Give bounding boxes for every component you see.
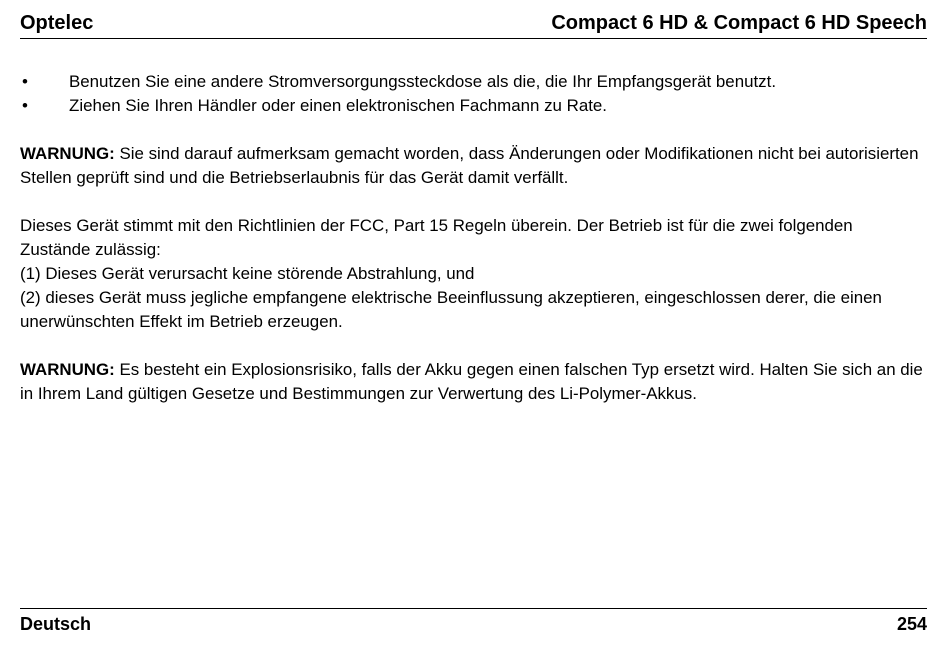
warning-modifications	[20, 142, 927, 190]
warning-text: Sie sind darauf aufmerksam gemacht worden, dass Änderungen oder Modifikationen nicht bei autorisierten Stellen geprüft sind und die Betriebserlaubnis für das Gerät damit verfällt.	[20, 144, 919, 187]
list-item	[20, 70, 927, 94]
list-item-text: Ziehen Sie Ihren Händler oder einen elektronischen Fachmann zu Rate.	[69, 96, 608, 115]
list-item	[20, 94, 927, 118]
page-footer	[20, 608, 927, 637]
document-title: Compact 6 HD & Compact 6 HD Speech	[551, 12, 927, 34]
fcc-intro: Dieses Gerät stimmt mit den Richtlinien der FCC, Part 15 Regeln überein. Der Betrieb ist für die zwei folgenden Zustände zulässig:	[20, 216, 853, 259]
bullet-icon: •	[22, 96, 28, 115]
bullet-icon: •	[22, 72, 28, 91]
paragraph-spacer	[20, 334, 927, 358]
footer-language: Deutsch	[20, 614, 92, 634]
paragraph-spacer	[20, 190, 927, 214]
page-number: 254	[896, 614, 927, 634]
bullet-list	[20, 70, 927, 118]
warning-battery	[20, 358, 927, 406]
warning-label: WARNUNG:	[20, 360, 115, 379]
page-content	[20, 70, 927, 406]
paragraph-spacer	[20, 118, 927, 142]
list-item-text: Benutzen Sie eine andere Stromversorgungssteckdose als die, die Ihr Empfangsgerät benutzt.	[69, 72, 777, 91]
warning-text: Es besteht ein Explosionsrisiko, falls der Akku gegen einen falschen Typ ersetzt wird. Halten Sie sich an die in Ihrem Land gültigen Gesetze und Bestimmungen zur Verwertung des Li-Polymer-Akkus.	[20, 360, 923, 403]
brand-name: Optelec	[20, 12, 94, 34]
page-header	[20, 8, 927, 39]
fcc-condition-2: (2) dieses Gerät muss jegliche empfangene elektrische Beeinflussung akzeptieren, eingeschlossen derer, die einen unerwünschten Effekt im Betrieb erzeugen.	[20, 288, 882, 331]
warning-label: WARNUNG:	[20, 144, 115, 163]
fcc-condition-1: (1) Dieses Gerät verursacht keine störende Abstrahlung, und	[20, 264, 475, 283]
